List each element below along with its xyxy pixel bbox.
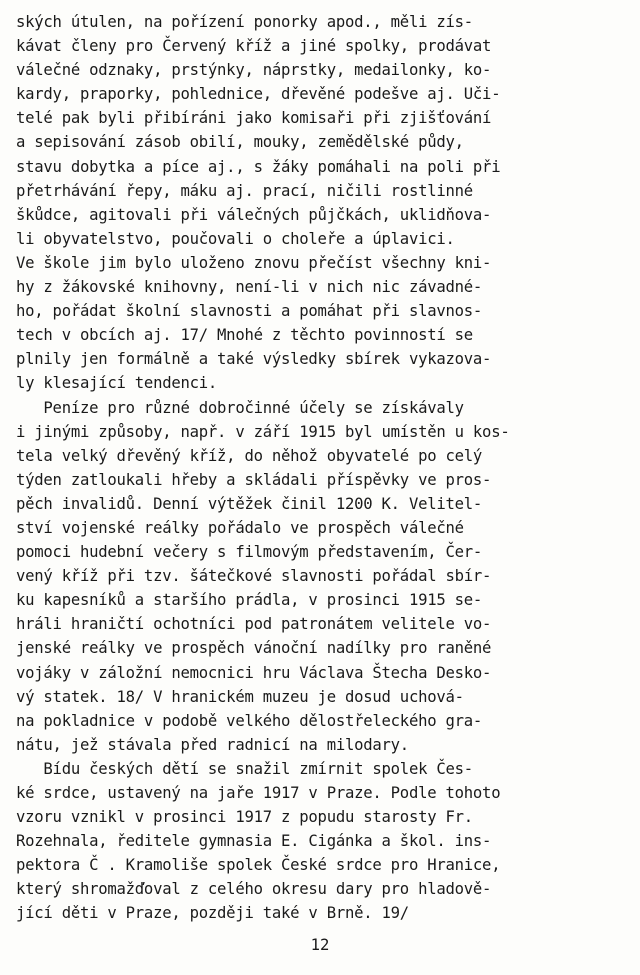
text-line: na pokladnice v podobě velkého dělostřeleckého gra- (16, 711, 483, 730)
text-line: kardy, praporky, pohlednice, dřevěné podešve aj. Uči- (16, 85, 501, 104)
text-line: nátu, jež stávala před radnicí na milodary. (16, 735, 409, 754)
text-line: tela velký dřevěný kříž, do něhož obyvatelé po celý (16, 446, 483, 465)
text-line: Rozehnala, ředitele gymnasia E. Cigánka a škol. ins- (16, 832, 492, 851)
text-line: ho, pořádat školní slavnosti a pomáhat při slavnos- (16, 302, 483, 321)
text-line: pektora Č . Kramoliše spolek České srdce pro Hranice, (16, 856, 501, 875)
text-line: i jinými způsoby, např. v září 1915 byl umístěn u kos- (16, 422, 510, 441)
text-line: plnily jen formálně a také výsledky sbírek vykazova- (16, 350, 492, 369)
text-line: škůdce, agitovali při válečných půjčkách, uklidňova- (16, 205, 492, 224)
text-line: vojáky v záložní nemocnici hru Václava Štecha Desko- (16, 663, 492, 682)
page-number: 12 (310, 936, 330, 954)
text-line: Peníze pro různé dobročinné účely se získávaly (16, 398, 464, 417)
text-line: pomoci hudební večery s filmovým představením, Čer- (16, 543, 483, 562)
text-line: týden zatloukali hřeby a skládali příspěvky ve pros- (16, 470, 492, 489)
text-line: ly klesající tendenci. (16, 374, 218, 393)
text-line: vý statek. 18/ V hranickém muzeu je dosud uchová- (16, 687, 464, 706)
text-line: který shromažďoval z celého okresu dary pro hladově- (16, 880, 492, 899)
text-line: stavu dobytka a píce aj., s žáky pomáhali na poli při (16, 157, 501, 176)
text-line: pěch invalidů. Denní výtěžek činil 1200 K. Velitel- (16, 494, 483, 513)
text-line: hráli hraničtí ochotníci pod patronátem velitele vo- (16, 615, 492, 634)
text-line: ství vojenské reálky pořádalo ve prospěch válečné (16, 518, 464, 537)
text-line: jenské reálky ve prospěch vánoční nadílky pro raněné (16, 639, 492, 658)
text-line: vzoru vznikl v prosinci 1917 z popudu starosty Fr. (16, 808, 473, 827)
body-text (16, 10, 631, 926)
text-line: ských útulen, na pořízení ponorky apod., měli zís- (16, 13, 473, 31)
text-line: li obyvatelstvo, poučovali o choleře a úplavici. (16, 229, 455, 248)
text-line: kávat členy pro Červený kříž a jiné spolky, prodávat (16, 37, 492, 56)
text-line: tech v obcích aj. 17/ Mnohé z těchto povinností se (16, 326, 473, 345)
text-line: ku kapesníků a staršího prádla, v prosinci 1915 se- (16, 591, 483, 610)
text-line: vený kříž při tzv. šátečkové slavnosti pořádal sbír- (16, 567, 492, 586)
text-line: a sepisování zásob obilí, mouky, zemědělské půdy, (16, 133, 464, 152)
text-line: přetrhávání řepy, máku aj. prací, ničili rostlinné (16, 181, 473, 200)
text-line: jící děti v Praze, později také v Brně. 19/ (16, 904, 409, 923)
text-line: ké srdce, ustavený na jaře 1917 v Praze. Podle tohoto (16, 784, 501, 802)
text-line: Ve škole jim bylo uloženo znovu přečíst všechny kni- (16, 253, 492, 272)
text-line: telé pak byli přibíráni jako komisaři při zjišťování (16, 109, 492, 128)
text-line: hy z žákovské knihovny, není-li v nich nic závadné- (16, 278, 483, 297)
text-line: Bídu českých dětí se snažil zmírnit spolek Čes- (16, 759, 473, 778)
text-line: válečné odznaky, prstýnky, náprstky, medailonky, ko- (16, 61, 492, 80)
